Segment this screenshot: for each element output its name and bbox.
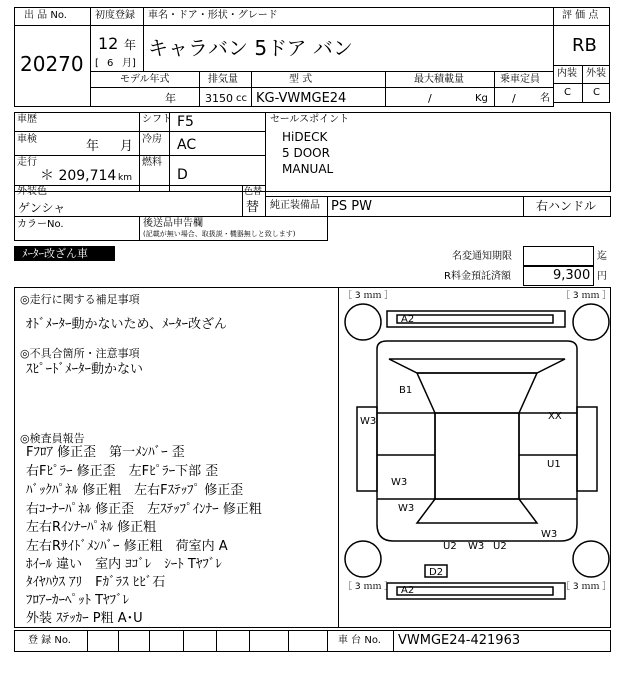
doc-note: (記載が無い場合、取扱説・機器無しと致します) bbox=[143, 230, 296, 238]
color-label: 外装色 bbox=[17, 186, 47, 197]
inspection-month-unit: 月 bbox=[120, 139, 134, 154]
sales-label: セールスポイント bbox=[270, 114, 350, 125]
reg-label: 登 録 No. bbox=[28, 635, 71, 646]
month-unit: 月] bbox=[122, 58, 136, 69]
fuel-label: 燃料 bbox=[142, 157, 162, 168]
year-unit: 年 bbox=[124, 38, 137, 52]
car-name: キャラバン 5ドア バン bbox=[148, 36, 353, 60]
tire-bottom-right: ［ 3 ｍｍ ］ bbox=[561, 582, 611, 592]
recycle-unit: 円 bbox=[597, 271, 607, 282]
lot-label: 出 品 No. bbox=[24, 10, 67, 21]
first-reg-year: 12 bbox=[98, 34, 119, 53]
inspector-line-7: ﾎｲｰﾙ 違い 室内 ﾖｺﾞﾚ ｼｰﾄ Tﾔﾌﾞﾚ bbox=[26, 557, 222, 572]
sales-line-2: 5 DOOR bbox=[282, 146, 330, 160]
ac-value: AC bbox=[177, 137, 197, 153]
doc-label: 後送品申告欄 bbox=[143, 218, 203, 229]
mileage-unit: km bbox=[118, 173, 132, 183]
history-label: 車歴 bbox=[17, 114, 37, 125]
interior-grade: C bbox=[564, 87, 571, 98]
inspector-line-1: Fﾌﾛｱ 修正歪 第一ﾒﾝﾊﾞｰ 歪 bbox=[26, 445, 185, 460]
name-change-label: 名変通知期限 bbox=[452, 251, 512, 262]
tamper-badge: ﾒｰﾀｰ改ざん車 bbox=[14, 246, 115, 261]
name-change-unit: 迄 bbox=[597, 251, 607, 262]
month-bracket-open: [ bbox=[95, 58, 99, 69]
tire-top-right: ［ 3 ｍｍ ］ bbox=[561, 291, 611, 301]
chassis-no: VWMGE24-421963 bbox=[398, 633, 521, 648]
inspector-line-2: 右Fﾋﾟﾗｰ 修正歪 左Fﾋﾟﾗｰ下部 歪 bbox=[26, 464, 219, 479]
mark-front-bumper: A2 bbox=[401, 314, 415, 325]
rating-label: 評 価 点 bbox=[562, 10, 599, 21]
displacement-label: 排気量 bbox=[208, 74, 238, 85]
vehicle-diagram bbox=[343, 289, 611, 623]
color-no-label: カラーNo. bbox=[17, 219, 64, 230]
sales-line-3: MANUAL bbox=[282, 162, 334, 176]
fuel-value: D bbox=[177, 167, 188, 183]
exterior-label: 外装 bbox=[586, 68, 606, 79]
recycle-amount: 9,300 bbox=[553, 268, 591, 283]
exterior-grade: C bbox=[593, 87, 600, 98]
type-label: 型 式 bbox=[289, 74, 313, 85]
inspector-line-9: ﾌﾛｱｰｶｰﾍﾟｯﾄ Tﾔﾌﾞﾚ bbox=[26, 593, 130, 608]
model-year-unit: 年 bbox=[165, 92, 176, 105]
roof-shape bbox=[435, 413, 519, 499]
inspector-line-5: 左右Rｲﾝﾅｰﾊﾟﾈﾙ 修正粗 bbox=[26, 520, 157, 535]
color-value: ゲンシャ bbox=[18, 201, 66, 215]
interior-label: 内装 bbox=[557, 68, 577, 79]
mark-rear-bumper: A2 bbox=[401, 585, 415, 596]
inspector-line-4: 右ｺｰﾅｰﾊﾟﾈﾙ 修正歪 左ｽﾃｯﾌﾟｲﾝﾅｰ 修正粗 bbox=[26, 502, 262, 517]
mark-w3-left-rear: W3 bbox=[398, 503, 415, 514]
front-left-wheel bbox=[345, 304, 381, 340]
max-load-label: 最大積載量 bbox=[414, 74, 464, 85]
model-year-label: モデル年式 bbox=[120, 74, 170, 85]
equipment-label: 純正装備品 bbox=[270, 200, 320, 211]
displacement-value: 3150 bbox=[205, 92, 233, 105]
mark-u1: U1 bbox=[547, 459, 561, 470]
mark-b1: B1 bbox=[399, 385, 413, 396]
capacity-unit: 名 bbox=[540, 93, 550, 104]
repaint-label: 色替 bbox=[244, 187, 263, 197]
mark-w3-rear: W3 bbox=[468, 541, 485, 552]
inspector-line-10: 外装 ｽﾃｯｶｰ P粗 A･U bbox=[26, 611, 143, 626]
rear-left-wheel bbox=[345, 541, 381, 577]
first-reg-month: 6 bbox=[107, 58, 114, 69]
mark-xx: XX bbox=[548, 411, 562, 422]
rear-right-wheel bbox=[573, 541, 609, 577]
lot-number: 20270 bbox=[20, 52, 84, 76]
mark-u2-b: U2 bbox=[493, 541, 507, 552]
ac-label: 冷房 bbox=[142, 134, 162, 145]
first-reg-label: 初度登録 bbox=[95, 10, 135, 21]
max-load-unit: Kg bbox=[475, 93, 488, 104]
mark-d2: D2 bbox=[429, 567, 444, 578]
running-title: ◎走行に関する補足事項 bbox=[20, 293, 140, 306]
inspection-year-unit: 年 bbox=[86, 139, 100, 154]
max-load-sep: / bbox=[428, 92, 432, 105]
displacement-unit: cc bbox=[236, 93, 247, 104]
mileage-value: ＊ 209,714 bbox=[40, 168, 117, 184]
rating-value: RB bbox=[572, 35, 597, 56]
inspector-line-8: ﾀｲﾔﾊｳｽ ｱﾘ Fｶﾞﾗｽ ﾋﾋﾞ石 bbox=[26, 575, 166, 590]
steering-value: 右ハンドル bbox=[536, 199, 597, 213]
chassis-label: 車 台 No. bbox=[338, 635, 381, 646]
mark-w3-left-front: W3 bbox=[360, 416, 377, 427]
equipment-value: PS PW bbox=[331, 199, 372, 214]
mark-w3-right-rear: W3 bbox=[541, 529, 558, 540]
name-change-box bbox=[523, 246, 594, 266]
tire-top-left: ［ 3 ｍｍ ］ bbox=[343, 291, 394, 301]
mark-w3-left-mid: W3 bbox=[391, 477, 408, 488]
shift-value: F5 bbox=[177, 114, 194, 130]
shift-label: シフト bbox=[142, 114, 172, 125]
front-right-wheel bbox=[573, 304, 609, 340]
defect-title: ◎不具合箇所・注意事項 bbox=[20, 347, 140, 360]
mark-u2-a: U2 bbox=[443, 541, 457, 552]
inspector-line-6: 左右Rｻｲﾄﾞﾒﾝﾊﾞｰ 修正粗 荷室内 A bbox=[26, 539, 228, 554]
tire-bottom-left: ［ 3 ｍｍ ］ bbox=[343, 582, 394, 592]
capacity-sep: / bbox=[512, 92, 516, 105]
mileage-label: 走行 bbox=[17, 157, 37, 168]
defect-line-1: ｽﾋﾟｰﾄﾞﾒｰﾀｰ動かない bbox=[26, 362, 144, 377]
sales-line-1: HiDECK bbox=[282, 130, 328, 144]
car-name-label: 車名・ドア・形状・グレード bbox=[148, 10, 278, 21]
inspector-title: ◎検査員報告 bbox=[20, 432, 85, 445]
model-code: KG-VWMGE24 bbox=[256, 91, 347, 106]
capacity-label: 乗車定員 bbox=[500, 74, 540, 85]
repaint-value: 替 bbox=[246, 200, 260, 215]
inspection-label: 車検 bbox=[17, 134, 37, 145]
inspector-line-3: ﾊﾞｯｸﾊﾟﾈﾙ 修正粗 左右Fｽﾃｯﾌﾟ 修正歪 bbox=[26, 483, 244, 498]
recycle-label: R料金預託済額 bbox=[444, 271, 511, 282]
running-line-1: ｵﾄﾞﾒｰﾀｰ動かないため、ﾒｰﾀｰ改ざん bbox=[26, 317, 227, 332]
